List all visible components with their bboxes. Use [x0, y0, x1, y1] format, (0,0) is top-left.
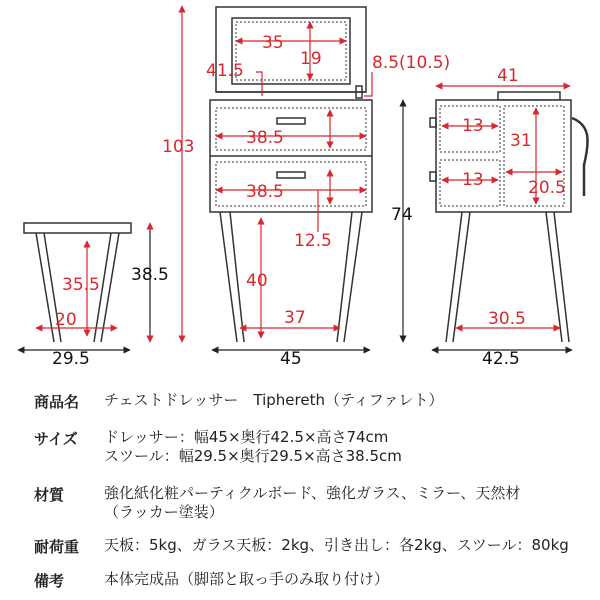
drawer-bottom-width-label: 38.5 [246, 182, 284, 202]
inner-depth-label: 20.5 [528, 178, 566, 198]
spec-label: サイズ [34, 430, 78, 448]
total-height-label: 103 [162, 137, 195, 157]
mirror-frame-width-label: 41.5 [206, 61, 244, 81]
body-height-label: 74 [391, 205, 413, 225]
inner-height-label: 31 [510, 131, 532, 151]
drawer-top-width-label: 38.5 [246, 128, 284, 148]
mirror-height-label: 19 [300, 49, 322, 69]
spec-label: 耐荷重 [34, 538, 80, 556]
spec-value: チェストドレッサー Tiphereth（ティファレト） [104, 391, 444, 409]
drawer-depth-bottom-label: 13 [462, 170, 484, 190]
spec-table [0, 383, 600, 600]
stool-width-label: 29.5 [52, 349, 90, 369]
stool-dimensions [18, 223, 169, 369]
spec-value: スツール：幅29.5×奥行29.5×高さ38.5cm [104, 447, 402, 465]
stool-inner-width-label: 20 [55, 310, 77, 330]
drawer-height-label: 12.5 [294, 231, 332, 251]
spec-value: 天板：5kg、ガラス天板：2kg、引き出し：各2kg、スツール：80kg [104, 536, 569, 554]
stool-inner-leg-label: 35.5 [62, 275, 100, 295]
drawer-depth-top-label: 13 [462, 116, 484, 136]
dresser-front-drawing [210, 7, 372, 342]
leg-height-label: 40 [246, 271, 268, 291]
side-leg-spread-label: 30.5 [488, 309, 526, 329]
stool-height-label: 38.5 [131, 265, 169, 285]
dresser-side-drawing [430, 92, 588, 342]
spec-label: 材質 [34, 486, 65, 504]
dresser-width-label: 45 [280, 349, 302, 369]
spec-value: 本体完成品（脚部と取っ手のみ取り付け） [104, 570, 390, 588]
spec-label: 商品名 [34, 393, 80, 411]
lid-thickness-label: 8.5(10.5) [372, 53, 451, 73]
top-depth-label: 41 [497, 66, 519, 86]
spec-value: （ラッカー塗装） [104, 503, 224, 521]
mirror-width-label: 35 [262, 33, 284, 53]
dresser-depth-label: 42.5 [482, 349, 520, 369]
leg-spread-label: 37 [284, 308, 306, 328]
spec-value: ドレッサー：幅45×奥行42.5×高さ74cm [104, 428, 389, 446]
spec-value: 強化紙化粧パーティクルボード、強化ガラス、ミラー、天然材 [104, 484, 521, 502]
spec-label: 備考 [34, 572, 65, 590]
